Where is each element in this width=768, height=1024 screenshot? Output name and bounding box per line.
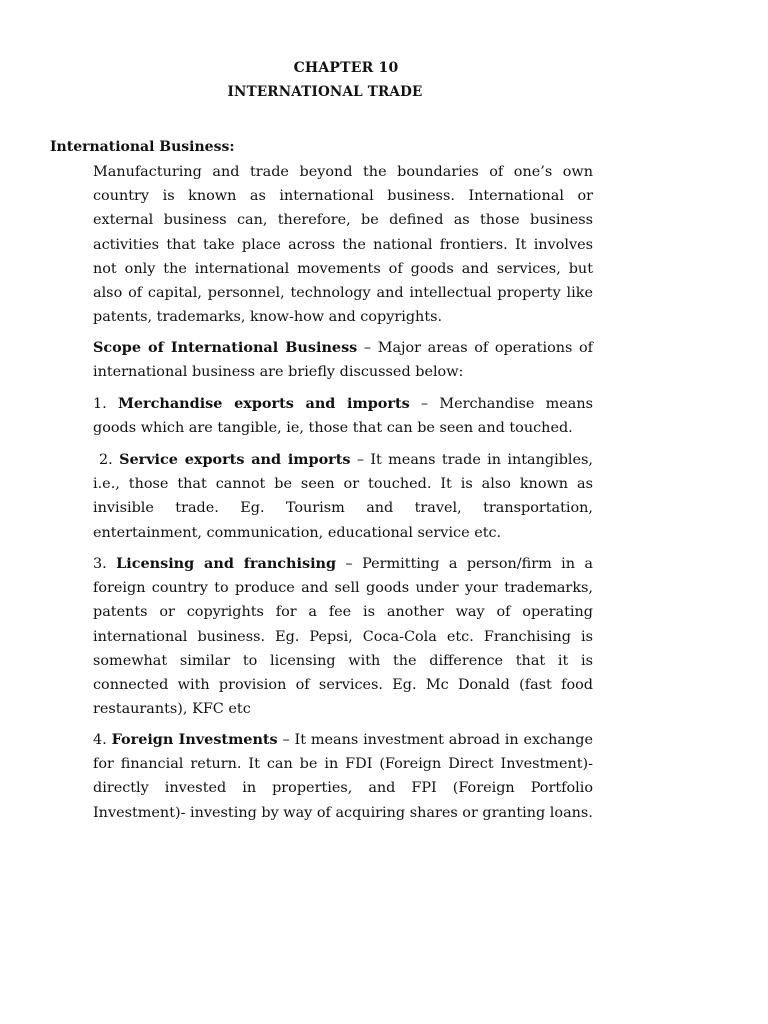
scope-paragraph xyxy=(93,336,593,384)
item-text: – It means investment abroad in exchange for financial return. It can be in FDI (Foreign Direct Investment)- directly invested in properties, and FPI (Foreign Portfolio Investment)- investing by way of acquiring shares or granting loans. xyxy=(93,732,594,821)
section-heading: International Business: xyxy=(50,139,235,155)
item-number: 2. xyxy=(99,452,120,468)
intro-paragraph xyxy=(93,160,593,329)
item-number: 4. xyxy=(93,732,112,748)
item-term: Foreign Investments xyxy=(111,731,278,748)
list-item-foreign-investments xyxy=(93,728,593,825)
list-item-service xyxy=(93,448,593,545)
item-text: – It means trade in intangibles, i.e., those that cannot be seen or touched. It is also known as invisible trade. Eg. Tourism and travel, transportation, entertainment, communication, educational service etc. xyxy=(93,452,593,541)
item-term: Merchandise exports and imports xyxy=(117,395,410,412)
item-text: – Permitting a person/firm in a foreign country to produce and sell goods under your trademarks, patents or copyrights for a fee is another way of operating international business. Eg. Pepsi, Coca-Cola etc. Franchising is somewhat similar to licensing with the difference that it is connected with provision of services. Eg. Mc Donald (fast food restaurants), KFC etc xyxy=(93,556,593,718)
item-text: – Merchandise means goods which are tangible, ie, those that can be seen and touched. xyxy=(93,396,593,437)
chapter-number: CHAPTER 10 xyxy=(293,60,399,76)
scope-term: Scope of International Business xyxy=(93,339,358,356)
scope-text: – Major areas of operations of international business are briefly discussed below: xyxy=(93,340,593,381)
item-number: 1. xyxy=(93,396,118,412)
intro-text: Manufacturing and trade beyond the boundaries of one’s own country is known as international business. International or external business can, therefore, be defined as those business activities that take place across the national frontiers. It involves not only the international movements of goods and services, but also of capital, personnel, technology and intellectual property like patents, trademarks, know-how and copyrights. xyxy=(93,164,593,326)
item-number: 3. xyxy=(93,556,117,572)
list-item-licensing xyxy=(93,552,593,721)
item-term: Service exports and imports xyxy=(119,451,351,468)
item-term: Licensing and franchising xyxy=(116,555,337,572)
chapter-title: INTERNATIONAL TRADE xyxy=(227,84,423,100)
list-item-merchandise xyxy=(93,392,593,440)
